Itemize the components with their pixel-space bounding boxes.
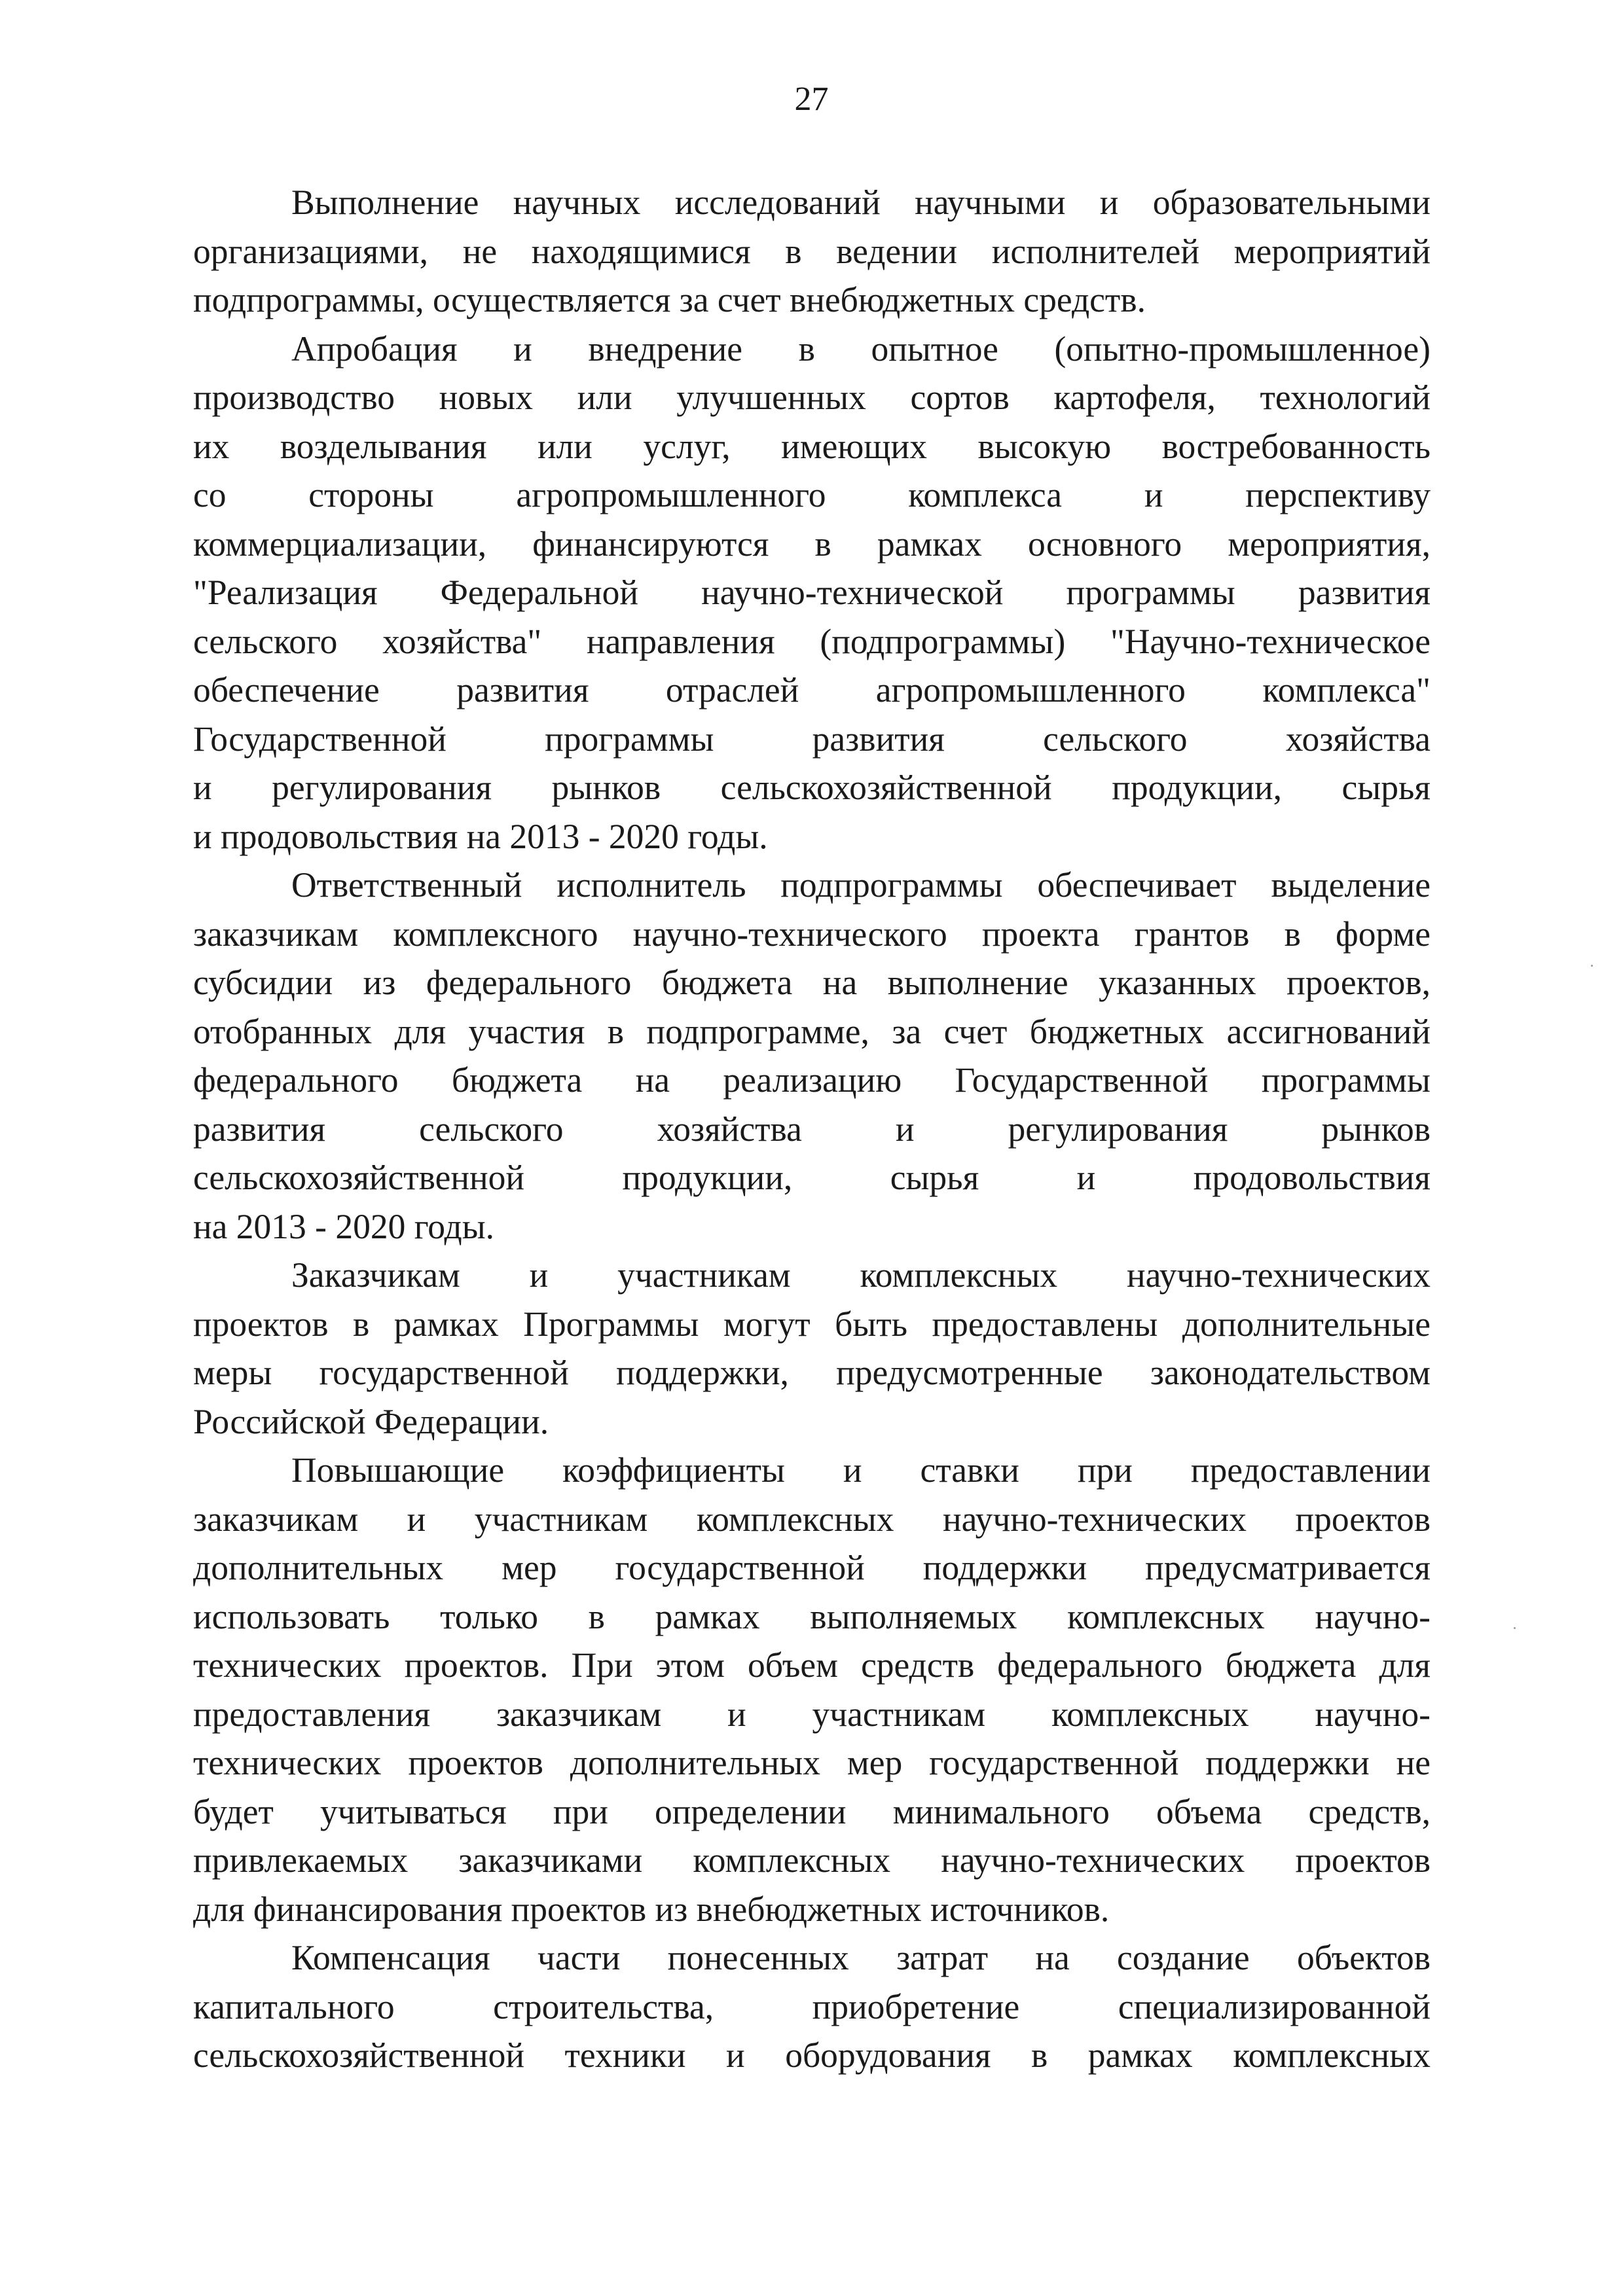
text-line: Компенсация части понесенных затрат на создание объектов	[291, 1938, 1431, 1977]
text-line: федерального бюджета на реализацию Государственной программы	[193, 1060, 1431, 1100]
scan-speck	[1591, 965, 1593, 967]
paragraph-5	[193, 1446, 1431, 1933]
text-line: технических проектов. При этом объем средств федерального бюджета для	[193, 1645, 1431, 1685]
text-line: дополнительных мер государственной поддержки предусматривается	[193, 1548, 1431, 1587]
text-line: Заказчикам и участникам комплексных научно-технических	[291, 1255, 1431, 1295]
text-line: сельскохозяйственной продукции, сырья и продовольствия	[193, 1158, 1431, 1197]
text-line: Апробация и внедрение в опытное (опытно-промышленное)	[291, 329, 1431, 368]
scan-speck	[1514, 1627, 1516, 1629]
text-line: заказчикам и участникам комплексных научно-технических проектов	[193, 1499, 1431, 1539]
text-line: "Реализация Федеральной научно-технической программы развития	[193, 573, 1431, 612]
text-line: Ответственный исполнитель подпрограммы обеспечивает выделение	[291, 865, 1431, 905]
text-line: для финансирования проектов из внебюджетных источников.	[193, 1889, 1110, 1929]
paragraph-1	[193, 178, 1431, 325]
text-line: сельскохозяйственной техники и оборудования в рамках комплексных	[193, 2036, 1431, 2075]
text-line: меры государственной поддержки, предусмотренные законодательством	[193, 1353, 1431, 1392]
text-line: предоставления заказчикам и участникам комплексных научно-	[193, 1694, 1431, 1734]
paragraph-3	[193, 861, 1431, 1251]
text-line: коммерциализации, финансируются в рамках основного мероприятия,	[193, 524, 1431, 564]
paragraph-4	[193, 1251, 1431, 1446]
text-line: отобранных для участия в подпрограмме, за счет бюджетных ассигнований	[193, 1011, 1431, 1051]
text-line: использовать только в рамках выполняемых комплексных научно-	[193, 1596, 1431, 1636]
document-body	[193, 178, 1431, 2080]
text-line: подпрограммы, осуществляется за счет внебюджетных средств.	[193, 280, 1146, 319]
paragraph-2	[193, 325, 1431, 861]
text-line: и регулирования рынков сельскохозяйственной продукции, сырья	[193, 768, 1431, 807]
text-line: производство новых или улучшенных сортов картофеля, технологий	[193, 378, 1431, 417]
text-line: привлекаемых заказчиками комплексных научно-технических проектов	[193, 1840, 1431, 1880]
text-line: организациями, не находящимися в ведении исполнителей мероприятий	[193, 231, 1431, 271]
text-line: будет учитываться при определении минимального объема средств,	[193, 1791, 1431, 1831]
paragraph-6	[193, 1933, 1431, 2080]
text-line: Российской Федерации.	[193, 1401, 549, 1441]
text-line: Государственной программы развития сельского хозяйства	[193, 719, 1431, 759]
text-line: их возделывания или услуг, имеющих высокую востребованность	[193, 426, 1431, 466]
text-line: Выполнение научных исследований научными и образовательными	[291, 183, 1431, 222]
text-line: и продовольствия на 2013 - 2020 годы.	[193, 816, 768, 856]
text-line: технических проектов дополнительных мер государственной поддержки не	[193, 1743, 1431, 1782]
text-line: сельского хозяйства" направления (подпрограммы) "Научно-техническое	[193, 621, 1431, 661]
text-line: обеспечение развития отраслей агропромышленного комплекса"	[193, 670, 1431, 709]
text-line: со стороны агропромышленного комплекса и перспективу	[193, 475, 1431, 514]
text-line: развития сельского хозяйства и регулирования рынков	[193, 1109, 1431, 1149]
text-line: Повышающие коэффициенты и ставки при предоставлении	[291, 1450, 1431, 1490]
text-line: на 2013 - 2020 годы.	[193, 1206, 495, 1246]
text-line: заказчикам комплексного научно-технического проекта грантов в форме	[193, 914, 1431, 954]
text-line: капитального строительства, приобретение специализированной	[193, 1986, 1431, 2026]
text-line: субсидии из федерального бюджета на выполнение указанных проектов,	[193, 963, 1431, 1002]
text-line: проектов в рамках Программы могут быть предоставлены дополнительные	[193, 1304, 1431, 1344]
page-number: 27	[794, 81, 829, 118]
